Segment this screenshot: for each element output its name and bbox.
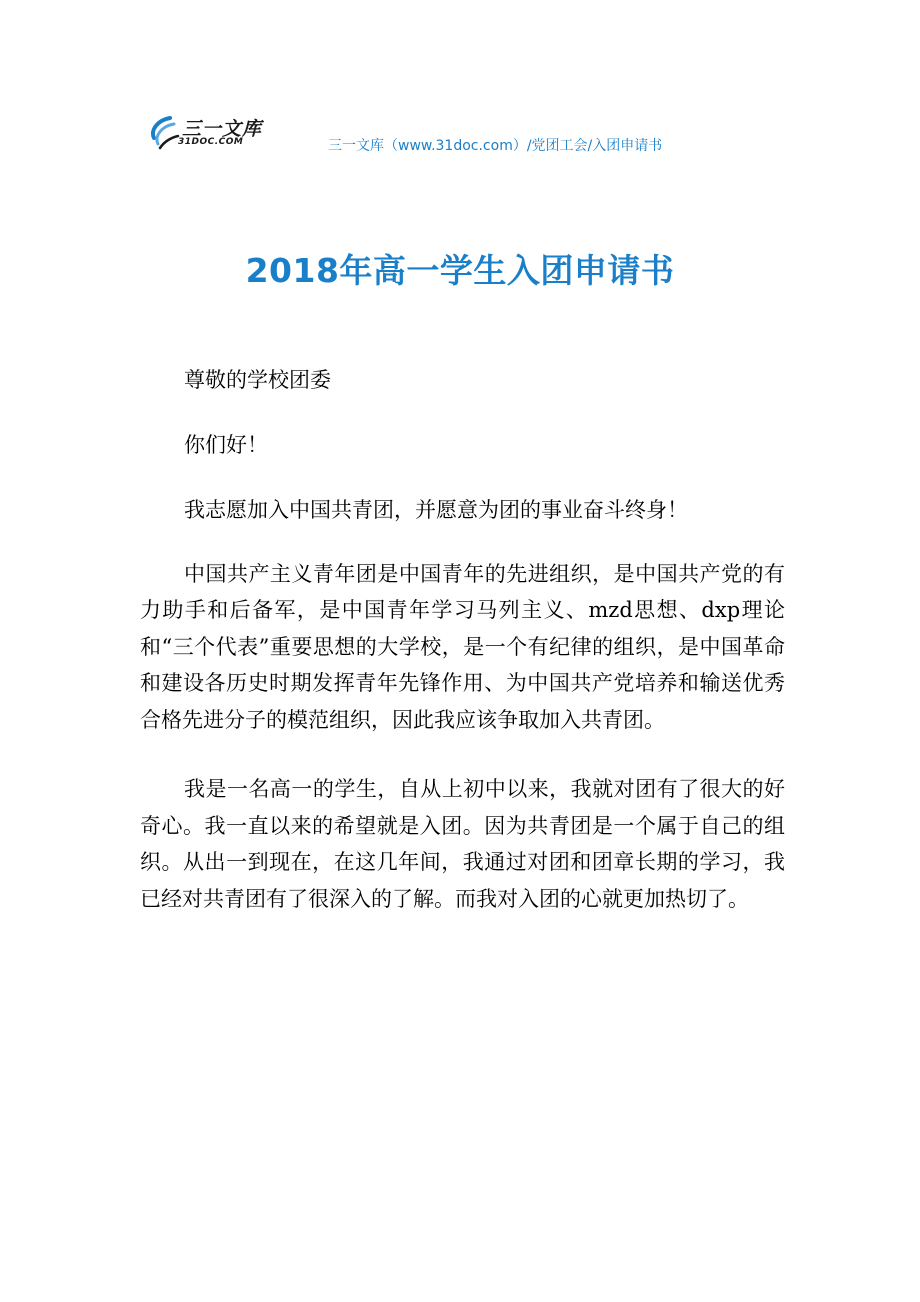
salutation: 尊敬的学校团委 (184, 368, 331, 392)
page-title: 2018年高一学生入团申请书 (245, 251, 675, 290)
site-logo[interactable] (148, 110, 268, 154)
paragraph-1: 我志愿加入中国共青团，并愿意为团的事业奋斗终身！ (184, 498, 688, 522)
document-body (140, 362, 785, 917)
paragraph-2: 中国共产主义青年团是中国青年的先进组织，是中国共产党的有力助手和后备军，是中国青年学习马列主义、mzd思想、dxp理论和“三个代表”重要思想的大学校，是一个有纪律的组织，是中国革命和建设各历史时期发挥青年先锋作用、为中国共产党培养和输送优秀合格先进分子的模范组织，因此我应该争取加入共青团。 (140, 561, 785, 732)
greeting: 你们好！ (184, 432, 268, 457)
logo-text: 三一文库 (182, 118, 263, 140)
breadcrumb[interactable]: 三一文库（www.31doc.com）/党团工会/入团申请书 (328, 138, 663, 154)
paragraph-3: 我是一名高一的学生，自从上初中以来，我就对团有了很大的好奇心。我一直以来的希望就是入团。因为共青团是一个属于自己的组织。从出一到现在，在这几年间，我通过对团和团章长期的学习，我已经对共青团有了很深入的了解。而我对入团的心就更加热切了。 (140, 777, 785, 911)
page-header (148, 110, 768, 160)
logo-subtext: 31DOC.COM (178, 137, 244, 147)
